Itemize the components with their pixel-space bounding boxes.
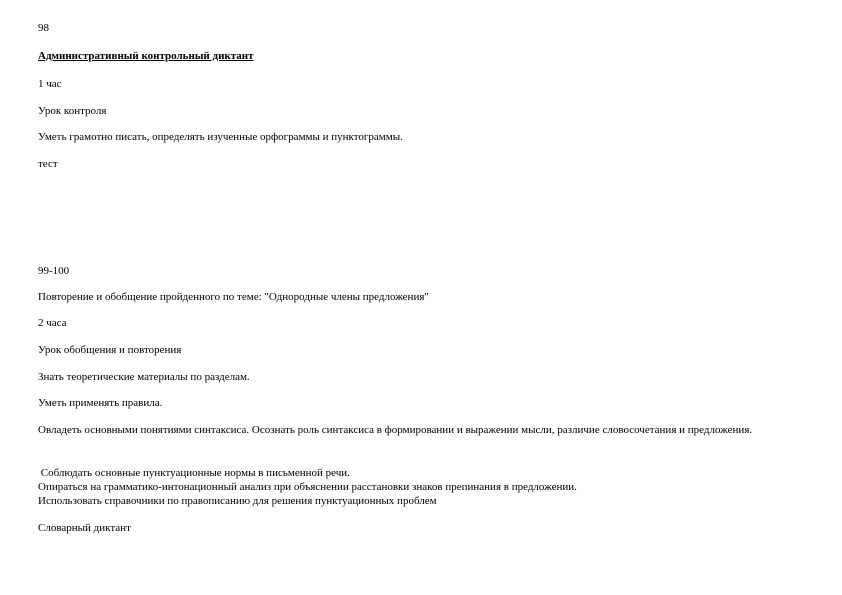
lesson-99-100-punct-2: Опираться на грамматико-интонационный анализ при объяснении расстановки знаков препинания в предложении. — [38, 481, 577, 493]
lesson-98-number: 98 — [38, 22, 49, 34]
lesson-99-100-skills: Уметь применять правила. — [38, 397, 163, 409]
lesson-99-100-topic: Повторение и обобщение пройденного по теме: "Однородные члены предложения" — [38, 291, 429, 303]
lesson-99-100-mastery: Овладеть основными понятиями синтаксиса. Осознать роль синтаксиса в формировании и выражении мысли, различие словосочетания и предложения. — [38, 424, 753, 436]
lesson-99-100-type: Урок обобщения и повторения — [38, 344, 182, 356]
lesson-99-100-control: Словарный диктант — [38, 522, 131, 534]
lesson-99-100-knowledge: Знать теоретические материалы по разделам. — [38, 371, 250, 383]
lesson-98-type: Урок контроля — [38, 105, 107, 117]
lesson-98-title: Административный контрольный диктант — [38, 50, 254, 62]
lesson-98-hours: 1 час — [38, 78, 62, 90]
lesson-98-control: тест — [38, 158, 58, 170]
lesson-99-100-hours: 2 часа — [38, 317, 67, 329]
lesson-98-skills: Уметь грамотно писать, определять изученные орфограммы и пунктограммы. — [38, 131, 403, 143]
lesson-99-100-number: 99-100 — [38, 265, 70, 277]
lesson-99-100-punct-1: Соблюдать основные пунктуационные нормы в письменной речи. — [38, 467, 350, 479]
lesson-99-100-punct-3: Использовать справочники по правописанию для решения пунктуационных проблем — [38, 495, 437, 507]
